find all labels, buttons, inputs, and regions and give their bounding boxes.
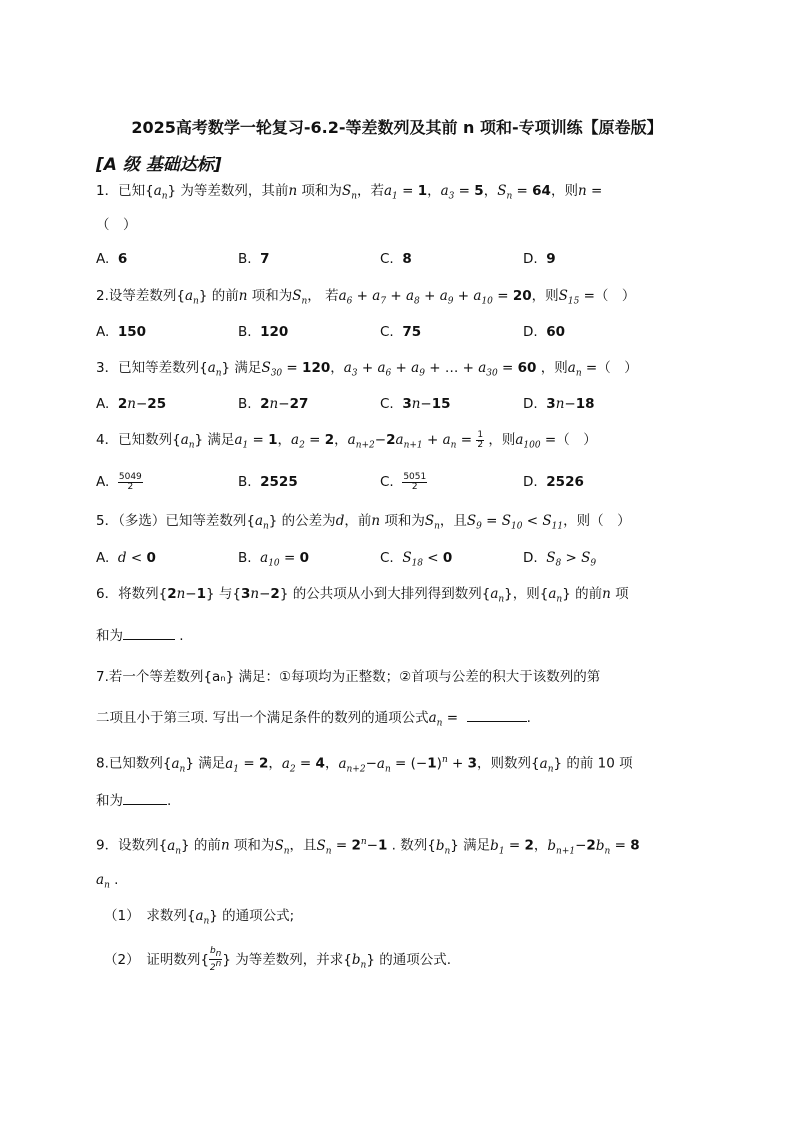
question-6-text: 6．将数列{2n−1} 与{3n−2} 的公共项从小到大排列得到数列$\{a_n\}$，则$\{a_n\}$ 的前n 项 — [96, 586, 629, 605]
question-9-part-2: （2） 证明数列{ $\frac{b_n}{2^n}$ } 为等差数列，并求$\{b_n\}$ 的通项公式. — [104, 946, 451, 973]
question-5-text: 5．（多选）已知等差数列$\{a_n\}$ 的公差为d，前n 项和为$S_n$，且$S_9 = S_{10} < S_{11}$，则（ ） — [96, 513, 631, 532]
question-7-blank: 二项且小于第三项. 写出一个满足条件的数列的通项公式$a_n$ = . — [96, 710, 531, 729]
question-6-blank: 和为 . — [96, 628, 184, 644]
question-7-text: 7.若一个等差数列{aₙ} 满足：①每项均为正整数；②首项与公差的积大于该数列的第 — [96, 669, 601, 685]
question-1-bracket: （ ） — [96, 217, 137, 233]
question-8-blank: 和为 . — [96, 793, 172, 809]
question-9-text-cont: $a_n$ . — [96, 872, 119, 891]
section-heading: [A 级 基础达标] — [96, 155, 222, 175]
question-2-text: 2.设等差数列$\{a_n\}$ 的前n 项和为$S_n$， 若$a_6 + a_7 + a_8 + a_9 + a_{10} = 20$，则$S_{15}$ =（ ） — [96, 288, 636, 307]
question-8-text: 8.已知数列$\{a_n\}$ 满足$a_1 = 2$，$a_2 = 4$，$a_{n+2}-a_n = (-1)^n + 3$，则数列$\{a_n\}$ 的前 10 项 — [96, 755, 633, 775]
document-page: 2025高考数学一轮复习-6.2-等差数列及其前 n 项和-专项训练【原卷版】 [A 级 基础达标] 1．已知$\{a_n\}$ 为等差数列，其前n 项和为$S_n$，若$a_1 = 1$，$a_3 = 5$，$S_n = 64$，则n = （ ） A. 6 B. 7 C. 8 D. 9 2.设等差数列$\{a_n\}$ 的前n 项和为$S_n$， 若$a_6 + a_7 + a_8 + a_9 + a_{10} = 20$，则$S_{15}$ =（ ） A. 150 B. 120 C. 75 D. 60 3．已知等差数列$\{a_n\}$ 满足$S_{30} = 120$，$a_3 + a_6 + a_9$ + … + $a_{30} = 60$ ，则$a_n$ =（ ） A. 2n−25 B. 2n−27 C. 3n−15 D. 3n−18 4．已知数列$\{a_n\}$ 满足$a_1 = 1$，$a_2 = 2$，$a_{n+2}-2a_{n+1} + a_n$ = $\frac{1}{2}$ ，则$a_{100}$ =（ ） A. $\frac{5049}{2}$ B. 2525 C. $\frac{5051}{2}$ D. 2526 5．（多选）已知等差数列$\{a_n\}$ 的公差为d，前n 项和为$S_n$，且$S_9 = S_{10} < S_{11}$，则（ ） A. d < 0 B. $a_{10} = 0$ C. $S_{18} < 0$ D. $S_8 > S_9$ 6．将数列{2n−1} 与{3n−2} 的公共项从小到大排列得到数列$\{a_n\}$，则$\{a_n\}$ 的前n 项 和为 . 7.若一个等差数列{aₙ} 满足：①每项均为正整数；②首项与公差的积大于该数列的第 二项且小于第三项. 写出一个满足条件的数列的通项公式$a_n$ = . 8.已知数列$\{a_n\}$ 满足$a_1 = 2$，$a_2 = 4$，$a_{n+2}-a_n = (-1)^n + 3$，则数列$\{a_n\}$ 的前 10 项 和为 . 9．设数列$\{a_n\}$ 的前n 项和为$S_n$，且$S_n = 2^n-1$ . 数列$\{b_n\}$ 满足$b_1 = 2$，$b_{n+1}-2b_n = 8$ $a_n$ . （1） 求数列$\{a_n\}$ 的通项公式; （2） 证明数列{ $\frac{b_n}{2^n}$ } 为等差数列，并求$\{b_n\}$ 的通项公式. — [0, 0, 794, 1123]
question-4-text: 4．已知数列$\{a_n\}$ 满足$a_1 = 1$，$a_2 = 2$，$a_{n+2}-2a_{n+1} + a_n$ = $\frac{1}{2}$ ，则$a_{100}$ =（ ） — [96, 429, 597, 451]
page-title: 2025高考数学一轮复习-6.2-等差数列及其前 n 项和-专项训练【原卷版】 — [131, 118, 663, 137]
question-1-text: 1．已知$\{a_n\}$ 为等差数列，其前n 项和为$S_n$，若$a_1 = 1$，$a_3 = 5$，$S_n = 64$，则n = — [96, 183, 603, 202]
question-9-part-1: （1） 求数列$\{a_n\}$ 的通项公式; — [104, 908, 295, 927]
question-9-text: 9．设数列$\{a_n\}$ 的前n 项和为$S_n$，且$S_n = 2^n-1$ . 数列$\{b_n\}$ 满足$b_1 = 2$，$b_{n+1}-2b_n = 8$ — [96, 837, 640, 857]
question-3-text: 3．已知等差数列$\{a_n\}$ 满足$S_{30} = 120$，$a_3 + a_6 + a_9$ + … + $a_{30} = 60$ ，则$a_n$ =（ ） — [96, 360, 638, 379]
